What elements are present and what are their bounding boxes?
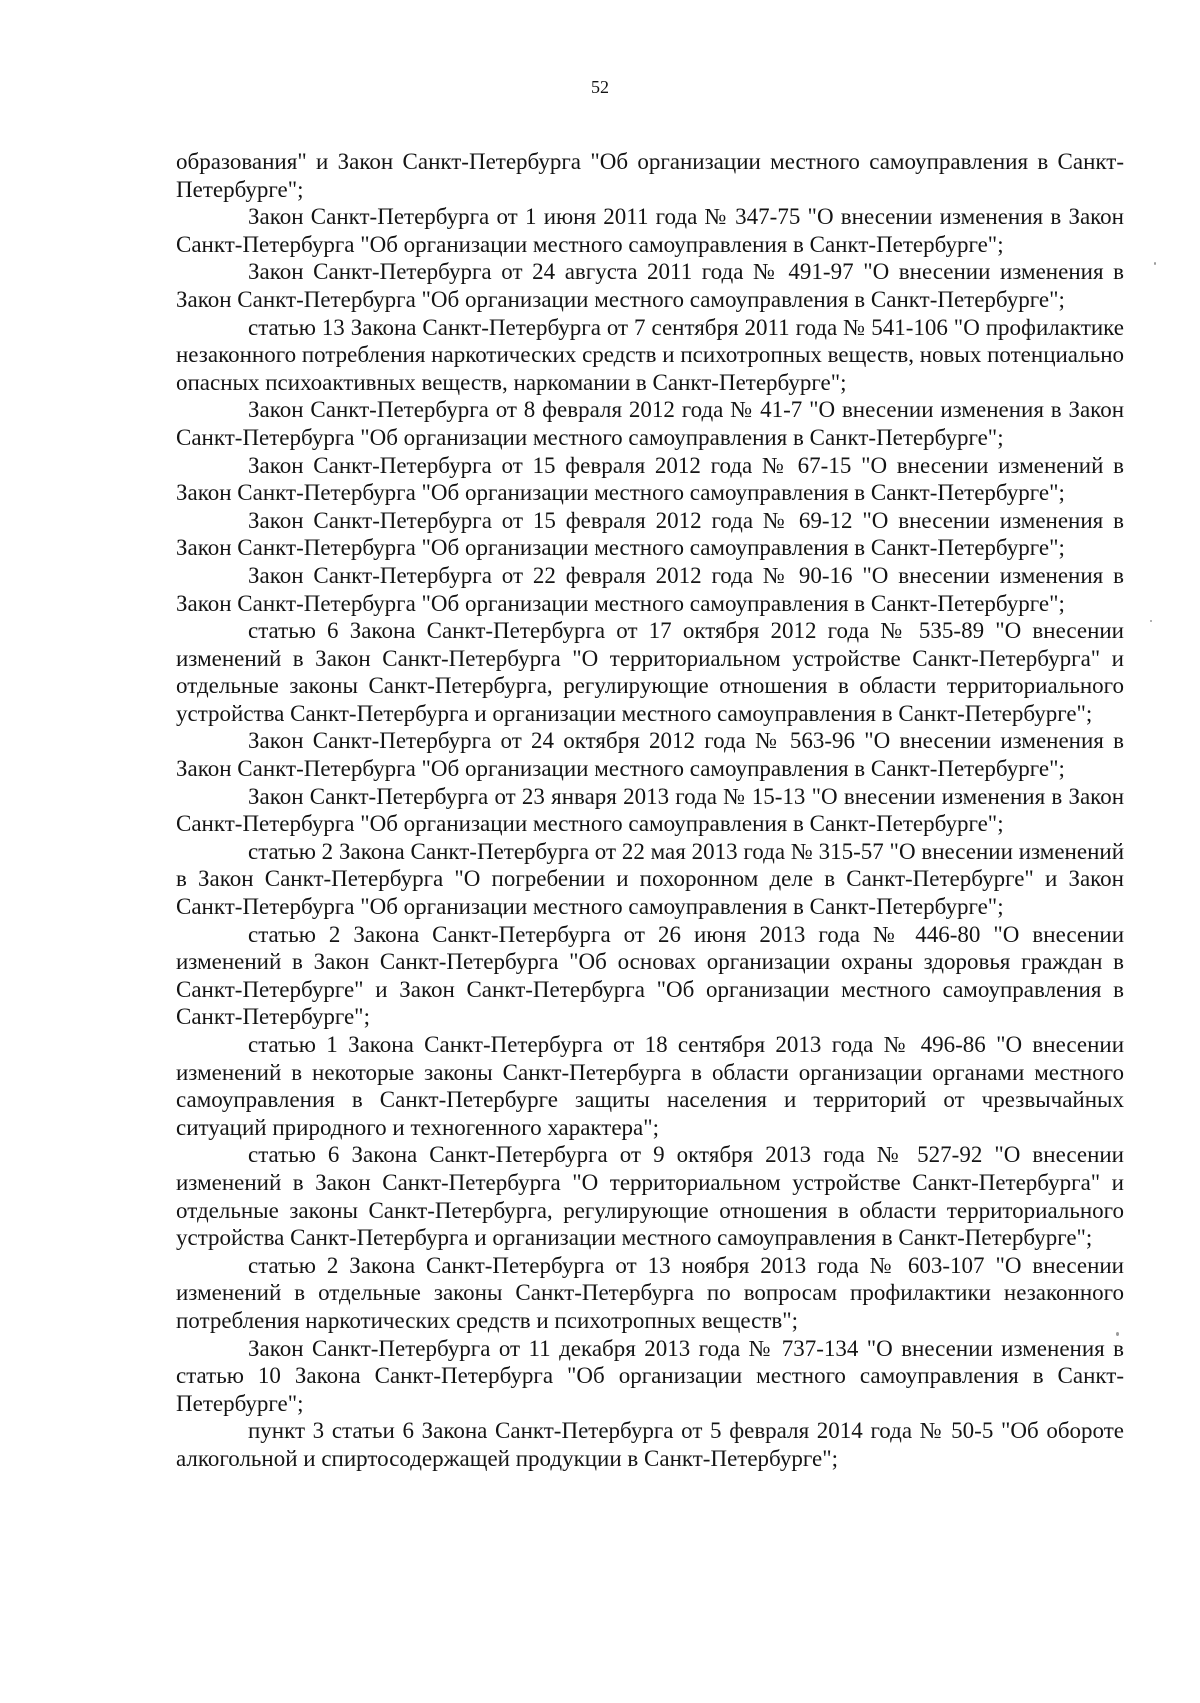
scan-speck — [1150, 620, 1152, 622]
paragraph: статью 2 Закона Санкт-Петербурга от 22 мая 2013 года № 315-57 "О внесении изменений в Закон Санкт-Петербурга "О погребении и похоронном деле в Санкт-Петербурге" и Закон Санкт-Петербурга "Об организации местного самоуправления в Санкт-Петербурге"; — [176, 838, 1124, 920]
paragraph: Закон Санкт-Петербурга от 1 июня 2011 года № 347-75 "О внесении изменения в Закон Санкт-Петербурга "Об организации местного самоуправления в Санкт-Петербурге"; — [176, 204, 1124, 257]
paragraph: Закон Санкт-Петербурга от 15 февраля 2012 года № 69-12 "О внесении изменения в Закон Санкт-Петербурга "Об организации местного самоуправления в Санкт-Петербурге"; — [176, 507, 1124, 561]
paragraph: пункт 3 статьи 6 Закона Санкт-Петербурга от 5 февраля 2014 года № 50-5 "Об обороте алкогольной и спиртосодержащей продукции в Санкт-Петербурге"; — [176, 1418, 1124, 1471]
paragraph: Закон Санкт-Петербурга от 11 декабря 2013 года № 737-134 "О внесении изменения в статью 10 Закона Санкт-Петербурга "Об организации местного самоуправления в Санкт-Петербурге"; — [176, 1335, 1124, 1416]
paragraph: статью 13 Закона Санкт-Петербурга от 7 сентября 2011 года № 541-106 "О профилактике незаконного потребления наркотических средств и психотропных веществ, новых потенциально опасных психоактивных веществ, наркомании в Санкт-Петербурге"; — [176, 314, 1124, 395]
paragraph: Закон Санкт-Петербурга от 24 августа 2011 года № 491-97 "О внесении изменения в Закон Санкт-Петербурга "Об организации местного самоуправления в Санкт-Петербурге"; — [176, 259, 1124, 312]
paragraph: статью 2 Закона Санкт-Петербурга от 13 ноября 2013 года № 603-107 "О внесении изменений в отдельные законы Санкт-Петербурга по вопросам профилактики незаконного потребления наркотических средств и психотропных веществ"; — [176, 1252, 1124, 1333]
paragraph: Закон Санкт-Петербурга от 15 февраля 2012 года № 67-15 "О внесении изменений в Закон Санкт-Петербурга "Об организации местного самоуправления в Санкт-Петербурге"; — [176, 452, 1124, 506]
paragraph-continuation: образования" и Закон Санкт-Петербурга "Об организации местного самоуправления в Санкт-Петербурге"; — [176, 149, 1124, 202]
paragraph: Закон Санкт-Петербурга от 8 февраля 2012 года № 41-7 "О внесении изменения в Закон Санкт-Петербурга "Об организации местного самоуправления в Санкт-Петербурге"; — [176, 397, 1124, 450]
paragraph: Закон Санкт-Петербурга от 23 января 2013 года № 15-13 "О внесении изменения в Закон Санкт-Петербурга "Об организации местного самоуправления в Санкт-Петербурге"; — [176, 783, 1124, 837]
paragraph: Закон Санкт-Петербурга от 24 октября 2012 года № 563-96 "О внесении изменения в Закон Санкт-Петербурга "Об организации местного самоуправления в Санкт-Петербурге"; — [176, 728, 1124, 782]
paragraph: статью 1 Закона Санкт-Петербурга от 18 сентября 2013 года № 496-86 "О внесении изменений в некоторые законы Санкт-Петербурга в области организации органами местного самоуправления в Санкт-Петербурге защиты населения и территорий от чрезвычайных ситуаций природного и техногенного характера"; — [176, 1032, 1124, 1140]
scan-speck — [1116, 1332, 1119, 1336]
paragraph: статью 2 Закона Санкт-Петербурга от 26 июня 2013 года № 446-80 "О внесении изменений в Закон Санкт-Петербурга "Об основах организации охраны здоровья граждан в Санкт-Петербурге" и Закон Санкт-Петербурга "Об организации местного самоуправления в Санкт-Петербурге"; — [176, 921, 1124, 1030]
paragraph: статью 6 Закона Санкт-Петербурга от 17 октября 2012 года № 535-89 "О внесении изменений в Закон Санкт-Петербурга "О территориальном устройстве Санкт-Петербурга" и отдельные законы Санкт-Петербурга, регулирующие отношения в области территориального устройства Санкт-Петербурга и организации местного самоуправления в Санкт-Петербурге"; — [176, 618, 1124, 726]
paragraph: статью 6 Закона Санкт-Петербурга от 9 октября 2013 года № 527-92 "О внесении изменений в Закон Санкт-Петербурга "О территориальном устройстве Санкт-Петербурга" и отдельные законы Санкт-Петербурга, регулирующие отношения в области территориального устройства Санкт-Петербурга и организации местного самоуправления в Санкт-Петербурге"; — [176, 1142, 1124, 1251]
scan-speck — [1154, 262, 1156, 265]
paragraph: Закон Санкт-Петербурга от 22 февраля 2012 года № 90-16 "О внесении изменения в Закон Санкт-Петербурга "Об организации местного самоуправления в Санкт-Петербурге"; — [176, 562, 1124, 616]
document-body — [176, 148, 1124, 1473]
page-number: 52 — [591, 77, 609, 97]
